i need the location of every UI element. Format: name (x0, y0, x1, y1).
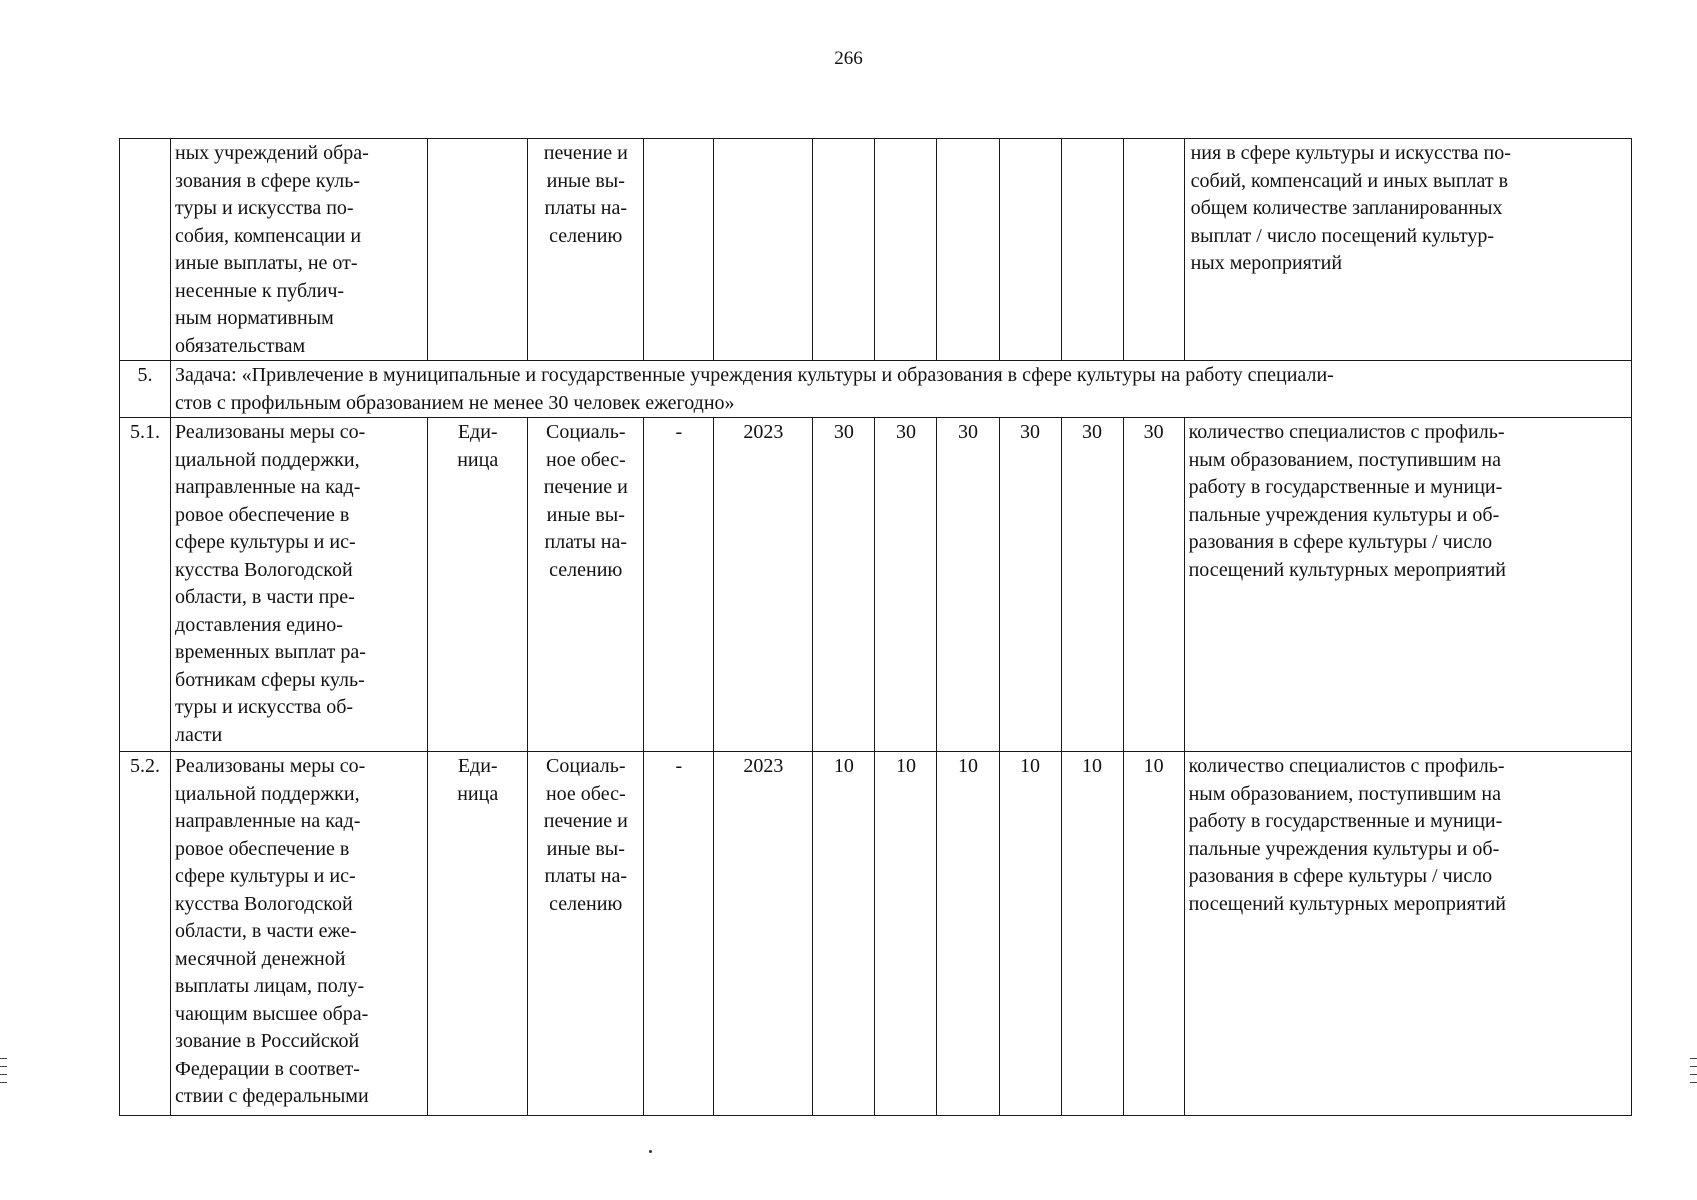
description-cell: ных учреждений обра- зования в сфере куль- туры и искусства по- собия, компенсации и иные выплаты, не от- несенные к публич- ным нормативным обязательствам (171, 139, 428, 361)
row-number-cell: 5.2. (120, 752, 171, 1116)
value-cell: 10 (875, 752, 937, 1116)
method-cell: количество специалистов с профиль- ным образованием, поступившим на работу в государственные и муници- пальные учреждения культуры и об- разования в сфере культуры / число посещений культурных мероприятий (1184, 752, 1631, 1116)
source-cell: печение и иные вы- платы на- селению (528, 139, 644, 361)
value-cell (999, 139, 1061, 361)
value-cell: 10 (813, 752, 875, 1116)
indicators-table (119, 138, 1632, 1116)
scan-margin-mark (0, 1082, 7, 1083)
source-cell: Социаль- ное обес- печение и иные вы- платы на- селению (528, 752, 644, 1116)
unit-cell: Еди- ница (428, 418, 528, 752)
base-value-cell: - (644, 418, 714, 752)
scan-margin-mark (1690, 1082, 1697, 1083)
value-cell: 10 (1061, 752, 1123, 1116)
value-cell: 30 (1061, 418, 1123, 752)
scan-dot (649, 1150, 652, 1153)
base-year-cell (714, 139, 813, 361)
method-cell: ния в сфере культуры и искусства по- собий, компенсаций и иных выплат в общем количестве запланированных выплат / число посещений культур- ных мероприятий (1184, 139, 1631, 361)
value-cell (1061, 139, 1123, 361)
description-cell: Реализованы меры со- циальной поддержки, направленные на кад- ровое обеспечение в сфере культуры и ис- кусства Вологодской области, в части еже- месячной денежной выплаты лицам, полу- чающим высшее обра- зование в Российской Федерации в соответ- ствии с федеральными (171, 752, 428, 1116)
value-cell: 30 (813, 418, 875, 752)
value-cell (1123, 139, 1184, 361)
scan-margin-mark (1690, 1074, 1697, 1075)
row-number-cell: 5. (120, 361, 171, 418)
value-cell: 30 (875, 418, 937, 752)
base-value-cell (644, 139, 714, 361)
base-value-cell: - (644, 752, 714, 1116)
scan-margin-mark (1690, 1066, 1697, 1067)
source-cell: Социаль- ное обес- печение и иные вы- платы на- селению (528, 418, 644, 752)
base-year-cell: 2023 (714, 752, 813, 1116)
value-cell (937, 139, 999, 361)
unit-cell (428, 139, 528, 361)
value-cell: 10 (937, 752, 999, 1116)
value-cell: 10 (999, 752, 1061, 1116)
unit-cell: Еди- ница (428, 752, 528, 1116)
description-cell: Реализованы меры со- циальной поддержки, направленные на кад- ровое обеспечение в сфере культуры и ис- кусства Вологодской области, в части пре- доставления едино- временных выплат ра- ботникам сферы куль- туры и искусства об- ласти (171, 418, 428, 752)
task-row (120, 361, 1632, 418)
table-row-continued (120, 139, 1632, 361)
value-cell: 30 (937, 418, 999, 752)
table-row (120, 752, 1632, 1116)
value-cell (875, 139, 937, 361)
row-number-cell (120, 139, 171, 361)
row-number-cell: 5.1. (120, 418, 171, 752)
scan-margin-mark (1690, 1058, 1697, 1059)
page-number: 266 (834, 48, 863, 69)
value-cell: 10 (1123, 752, 1184, 1116)
scan-margin-mark (0, 1066, 7, 1067)
table-row (120, 418, 1632, 752)
task-cell: Задача: «Привлечение в муниципальные и государственные учреждения культуры и образования в сфере культуры на работу специали- стов с профильным образованием не менее 30 человек ежегодно» (171, 361, 1632, 418)
scan-margin-mark (0, 1058, 7, 1059)
scan-margin-mark (0, 1074, 7, 1075)
value-cell: 30 (999, 418, 1061, 752)
base-year-cell: 2023 (714, 418, 813, 752)
value-cell (813, 139, 875, 361)
value-cell: 30 (1123, 418, 1184, 752)
method-cell: количество специалистов с профиль- ным образованием, поступившим на работу в государственные и муници- пальные учреждения культуры и об- разования в сфере культуры / число посещений культурных мероприятий (1184, 418, 1631, 752)
